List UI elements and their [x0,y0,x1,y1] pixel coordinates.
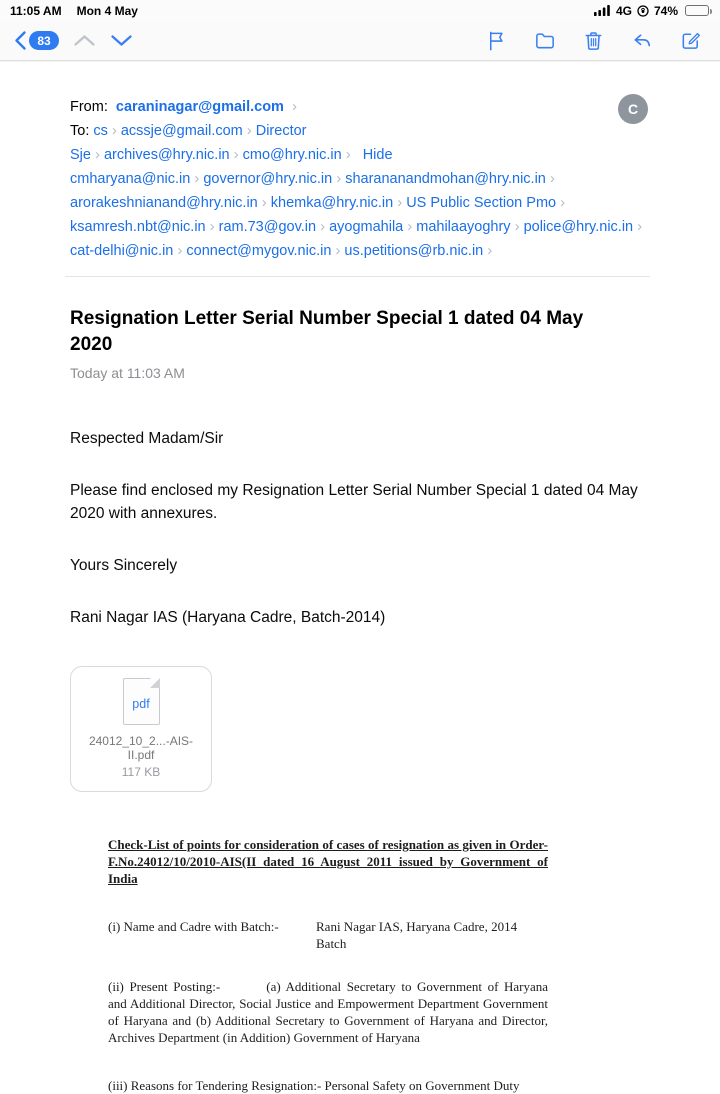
chevron-down-icon [110,34,133,47]
attachment-filename: 24012_10_2...-AIS-II.pdf [88,734,194,762]
document-item-2 [108,978,548,1046]
next-message-button[interactable] [110,34,133,47]
from-label: From: [70,99,108,115]
header-divider [65,276,650,277]
folded-corner [150,678,160,688]
to-recipients [70,119,643,263]
compose-button[interactable] [679,29,702,52]
chevron-right-icon: › [94,146,100,163]
chevron-right-icon: › [487,242,493,259]
item-1-label: (i) Name and Cadre with Batch:- [108,919,279,934]
recipient-link[interactable]: ram.73@gov.in [218,219,317,235]
flag-icon [485,29,508,52]
chevron-right-icon: › [111,122,117,139]
compose-icon [679,29,702,52]
chevron-right-icon: › [514,218,520,235]
email-header [70,61,720,263]
status-bar [0,0,720,21]
chevron-up-icon [73,34,96,47]
email-timestamp: Today at 11:03 AM [70,365,185,381]
pdf-file-icon [123,678,160,725]
chevron-right-icon: › [194,170,200,187]
status-date: Mon 4 May [76,3,138,18]
flag-button[interactable] [485,29,508,52]
pdf-attachment-card[interactable] [70,666,212,792]
chevron-right-icon: › [177,242,183,259]
chevron-right-icon: › [637,218,643,235]
chevron-right-icon: › [549,170,555,187]
sender-avatar[interactable]: C [618,94,648,124]
body-paragraph: Please find enclosed my Resignation Letter Serial Number Special 1 dated 04 May 2020 with annexures. [70,482,638,522]
chevron-right-icon: › [233,146,239,163]
from-line [70,95,625,119]
email-content [0,61,720,1094]
trash-button[interactable] [582,29,605,52]
recipient-link[interactable]: US Public Section Pmo [406,195,557,211]
recipient-link[interactable]: connect@mygov.nic.in [186,243,332,259]
chevron-right-icon: › [336,170,342,187]
recipient-link[interactable]: ayogmahila [329,219,404,235]
recipient-link[interactable]: mahilaayoghry [416,219,511,235]
hide-recipients-link[interactable]: Hide [362,147,393,163]
chevron-right-icon: › [335,242,341,259]
chevron-right-icon: › [407,218,413,235]
battery-icon [685,5,709,16]
chevron-right-icon: › [320,218,326,235]
recipient-link[interactable]: arorakeshnianand@hry.nic.in [70,195,258,211]
document-item-1 [108,918,548,952]
folder-icon [533,29,557,52]
chevron-right-icon: › [246,122,252,139]
network-type: 4G [615,3,632,18]
chevron-right-icon: › [397,194,403,211]
greeting-text: Respected Madam/Sir [70,430,224,447]
battery-percent: 74% [653,3,678,18]
recipient-link[interactable]: cat-delhi@nic.in [70,243,174,259]
recipient-link[interactable]: governor@hry.nic.in [203,171,333,187]
move-to-folder-button[interactable] [533,29,557,52]
document-item-3: (iii) Reasons for Tendering Resignation:- Personal Safety on Government Duty [108,1078,520,1093]
recipient-link[interactable]: khemka@hry.nic.in [270,195,394,211]
document-heading: Check-List of points for consideration of cases of resignation as given in Order-F.No.24012/10/2010-AIS(II dated 16 August 2011 issued by Government of India [108,837,548,886]
unread-count-badge: 83 [29,31,59,50]
reply-icon [630,29,654,52]
from-email-link[interactable]: caraninagar@gmail.com [115,99,284,115]
status-time: 11:05 AM [10,3,62,18]
recipient-link[interactable]: cmharyana@nic.in [70,171,191,187]
email-subject: Resignation Letter Serial Number Special 1 dated 04 May 2020 [70,308,584,355]
recipient-link[interactable]: Director Sje [70,123,307,163]
item-2-label: (ii) Present Posting:- [108,979,221,994]
trash-icon [582,29,605,52]
chevron-right-icon: › [291,98,297,115]
to-label: To: [70,123,90,139]
recipient-link[interactable]: ksamresh.nbt@nic.in [70,219,206,235]
recipient-link[interactable]: cmo@hry.nic.in [242,147,342,163]
recipient-link[interactable]: acssje@gmail.com [120,123,243,139]
chevron-right-icon: › [261,194,267,211]
recipient-link[interactable]: police@hry.nic.in [523,219,634,235]
chevron-right-icon: › [345,146,351,163]
item-1-value: Rani Nagar IAS, Haryana Cadre, 2014 Batch [316,919,518,951]
orientation-lock-icon [637,5,649,17]
previous-message-button[interactable] [73,34,96,47]
item-2-value: (a) Additional Secretary to Government of Haryana and Additional Director, Social Justice and Empowerment Department Government of Haryana and (b) Additional Secretary to Government of Haryana and Director, Archives Department (in Addition) Government of Haryana [108,979,548,1045]
back-chevron-icon [14,30,27,51]
closing-text: Yours Sincerely [70,557,178,574]
back-button[interactable] [14,30,59,51]
attachment-size: 117 KB [121,765,161,779]
recipient-link[interactable]: cs [93,123,108,139]
mail-toolbar [0,21,720,61]
signal-icon [594,5,611,16]
reply-button[interactable] [630,29,654,52]
recipient-link[interactable]: sharananandmohan@hry.nic.in [345,171,546,187]
chevron-right-icon: › [560,194,566,211]
inline-document-preview [108,836,548,1094]
signature-text: Rani Nagar IAS (Haryana Cadre, Batch-2014) [70,609,386,626]
email-body [70,427,660,629]
recipient-link[interactable]: archives@hry.nic.in [103,147,230,163]
pdf-type-label: pdf [132,696,150,711]
recipient-link[interactable]: us.petitions@rb.nic.in [344,243,484,259]
chevron-right-icon: › [209,218,215,235]
